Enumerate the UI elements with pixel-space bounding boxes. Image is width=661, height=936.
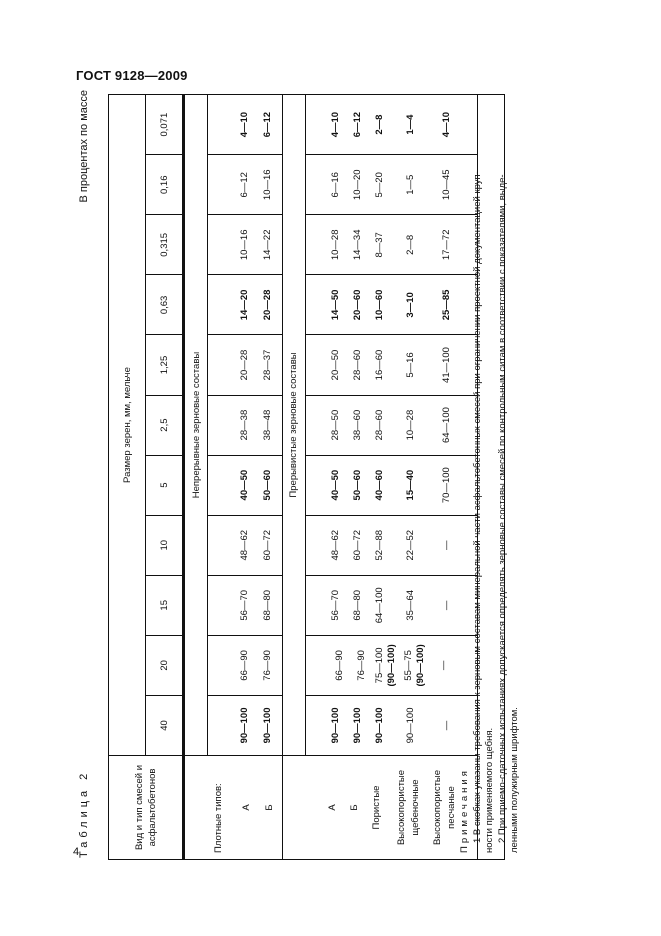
size-col: 0,63 xyxy=(146,275,184,335)
notes-title: Примечания xyxy=(459,768,470,853)
size-col: 0,16 xyxy=(146,155,184,215)
data-cell: 40—50 50—60 40—60 15—40 70—100 xyxy=(305,455,478,515)
section-title: Непрерывные зерновые составы xyxy=(184,95,208,756)
data-cell: 48—62 60—72 52—88 22—52 — xyxy=(305,515,478,575)
data-cell: 66—90 76—90 75—100 (90—100) 55—75 (90—100) — xyxy=(305,635,478,695)
size-col: 1,25 xyxy=(146,335,184,395)
size-col: 40 xyxy=(146,695,184,755)
data-cell: 10—16 14—22 xyxy=(208,215,283,275)
size-col: 15 xyxy=(146,575,184,635)
data-cell: 20—50 28—60 16—60 5—16 41—100 xyxy=(305,335,478,395)
rotated-table-block xyxy=(62,90,520,860)
data-cell: 4—10 6—12 xyxy=(208,95,283,155)
size-col: 20 xyxy=(146,635,184,695)
size-col: 0,071 xyxy=(146,95,184,155)
row-label: Пористые xyxy=(370,785,382,830)
data-cell: 90—100 90—100 90—100 90—100 — xyxy=(305,695,478,755)
size-col: 2,5 xyxy=(146,395,184,455)
data-cell: 56—70 68—80 64—100 35—64 — xyxy=(305,575,478,635)
group-label: Плотные типов: xyxy=(212,783,224,853)
grain-composition-table xyxy=(108,94,478,860)
data-cell: 20—28 28—37 xyxy=(208,335,283,395)
data-cell: 10—28 14—34 8—37 2—8 17—72 xyxy=(305,215,478,275)
row-label-group xyxy=(305,756,478,860)
note-1-cont: ности применяемого щебня. xyxy=(484,727,495,853)
header-size: Размер зерен, мм, мельче xyxy=(109,95,146,756)
size-col: 5 xyxy=(146,455,184,515)
table-title: Таблица 2 xyxy=(78,769,90,858)
data-cell: 4—10 6—12 2—8 1—4 4—10 xyxy=(305,95,478,155)
table-notes xyxy=(457,94,520,860)
data-cell: 56—70 68—80 xyxy=(208,575,283,635)
size-col: 0,315 xyxy=(146,215,184,275)
row-label: Б xyxy=(263,804,275,811)
row-label: А xyxy=(240,804,252,811)
table-units: В процентах по массе xyxy=(78,90,90,203)
data-cell: 28—50 38—60 28—60 10—28 64—100 xyxy=(305,395,478,455)
data-cell: 14—20 20—28 xyxy=(208,275,283,335)
data-cell: 6—16 10—20 5—20 1—5 10—45 xyxy=(305,155,478,215)
note-1: 1 В скобках указаны требования к зерновым составам минеральной части асфальтобетонных смесей при ограничении проектной документацией круп- xyxy=(471,171,483,843)
page-number: 4 xyxy=(73,846,80,858)
row-label-group xyxy=(208,756,283,860)
data-cell: 66—90 76—90 xyxy=(208,635,283,695)
data-cell: 90—100 90—100 xyxy=(208,695,283,755)
row-label: Высокопористые песчаные xyxy=(431,769,457,846)
data-cell: 48—62 60—72 xyxy=(208,515,283,575)
row-label: А xyxy=(326,804,338,811)
table-caption-row xyxy=(62,90,102,860)
header-type: Вид и тип смесей и асфальтобетонов xyxy=(109,756,184,860)
note-2-cont: ленными полужирным шрифтом. xyxy=(509,707,520,853)
document-header: ГОСТ 9128—2009 xyxy=(76,68,188,83)
row-label: Высокопористые щебеночные xyxy=(395,769,421,846)
row-label: Б xyxy=(348,804,360,811)
size-col: 10 xyxy=(146,515,184,575)
data-cell: 40—50 50—60 xyxy=(208,455,283,515)
note-2: 2 При приемо-сдаточных испытаниях допускается определять зерновые составы смесей по контрольным ситам в соответствии с показателями, выде- xyxy=(496,174,508,843)
data-cell: 28—38 38—48 xyxy=(208,395,283,455)
section-title: Прерывистые зерновые составы xyxy=(282,95,305,756)
data-cell: 14—50 20—60 10—60 3—10 25—85 xyxy=(305,275,478,335)
data-cell: 6—12 10—16 xyxy=(208,155,283,215)
